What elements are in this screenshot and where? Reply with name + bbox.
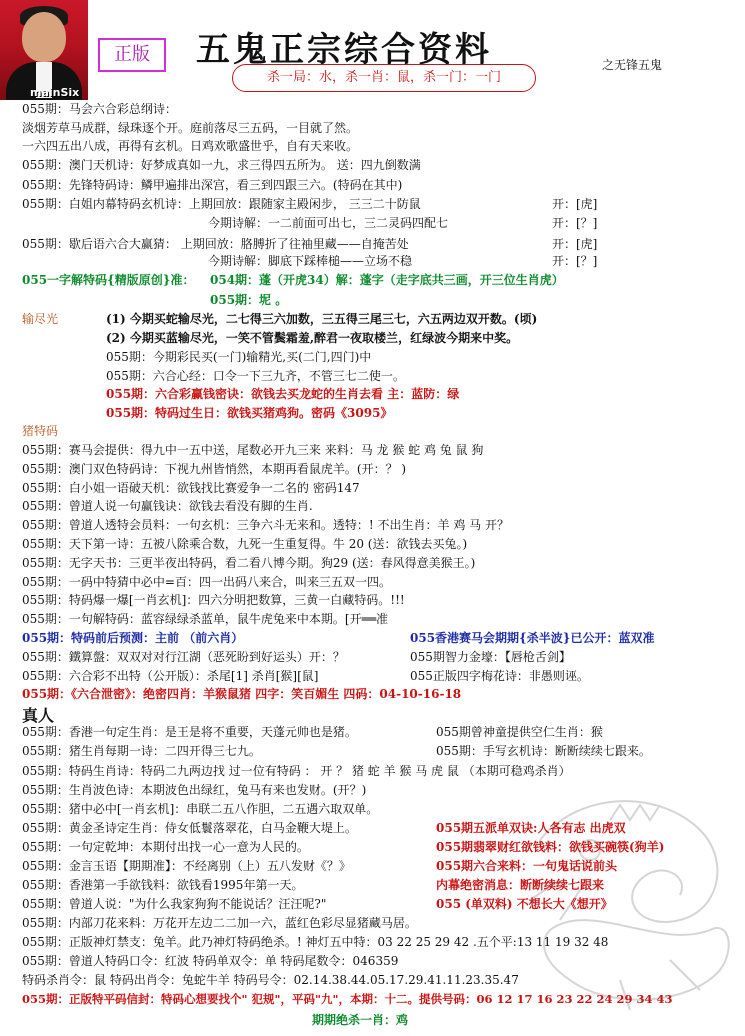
line-29-right: 055期智力金壕：【唇枪舌剑】 (410, 650, 571, 664)
line-40-right: 内幕绝密消息：断断续续七跟来 (436, 878, 605, 892)
section-zhutema: 猪特码 (22, 424, 59, 438)
line-24: 055期：无字天书：三更半夜出特码，看二看八博今期。狗29 (送：春风得意美猴王。) (22, 556, 476, 570)
line-41: 055期：曾道人说："为什么我家狗狗不能说话？汪汪呢?" (22, 897, 327, 911)
author-photo (0, 0, 88, 100)
line-26: 055期：特码爆一爆[一肖玄机]：四六分明把数算，三黄一白藏特码。!!! (22, 593, 405, 607)
line-1: 055期：马会六合彩总纲诗： (22, 102, 177, 116)
line-19: 055期：澳门双色特码诗：下视九州皆悄然，本期再看鼠虎羊。(开：？ ) (22, 462, 407, 476)
line-34: 055期：特码生肖诗：特码二九两边找 过一位有特码 ： 开 ？ 猪 蛇 羊 猴 马 虎 鼠 （本期可稳鸡杀肖） (22, 764, 571, 778)
line-38: 055期：一句定乾坤：本期付出找一心一意为人民的。 (22, 840, 309, 854)
line-31: 055期：《六合泄密》：绝密四肖：羊猴鼠猪 四字：笑百媚生 四码：04-10-16-18 (22, 687, 462, 701)
line-13: (2) 今期买蓝输尽光，一笑不管鬓霜羞,醉君一夜取楼兰，红绿波今期来中奖。 (106, 331, 519, 345)
line-40: 055期：香港第一手欲钱料：欲钱看1995年第一天。 (22, 878, 304, 892)
genuine-badge: 正版 (98, 38, 166, 72)
line-46: 055期：正版特平码信封：特码心想要找个" 犯规"，平码"九"，本期：十二。提供号码：06 12 17 16 23 22 24 29 34 43 (22, 992, 673, 1006)
line-6: 055期：白姐内幕特码玄机诗：上期回放：跟随家主殿闲步， 三三二十防鼠 (22, 197, 421, 211)
photo-logo-text: mainSix (30, 86, 80, 99)
line-29: 055期：鐵算盤：双双对对行江湖（恶死盼到好运头）开：？ (22, 650, 345, 664)
line-41-right: 055 (单双料) 不想长大《想开》 (436, 897, 613, 911)
line-5: 055期：先锋特码诗：鳞甲遍排出深宫，看三到四跟三六。(特码在其中) (22, 178, 403, 192)
line-4: 055期：澳门天机诗：好梦成真如一九，求三得四五所为。 送：四九倒数满 (22, 158, 421, 172)
line-33: 055期：猪生肖每期一诗：二四开得三七九。 (22, 744, 261, 758)
line-21: 055期：曾道人说一句赢钱诀：欲钱去看没有脚的生肖. (22, 499, 313, 513)
line-39-right: 055期六合来料：一句鬼话说前头 (436, 859, 618, 873)
line-2: 淡烟芳草马成群，绿珠逐个开。庭前落尽三五码，一目就了然。 (22, 121, 359, 135)
line-25: 055期：一码中特猜中必中=百：四一出码八来合，叫来三五双一四。 (22, 575, 391, 589)
page-title: 五鬼正宗综合资料 (196, 30, 492, 70)
line-9-open: 开：[？] (552, 254, 598, 268)
line-30-right: 055正版四字梅花诗：非愚则诬。 (410, 669, 589, 683)
author-label: 之无锋五鬼 (602, 58, 663, 72)
line-14: 055期：今期彩民买(一门)输精光,买(二门,四门)中 (106, 350, 372, 364)
kill-banner: 杀一局：水，杀一肖：鼠，杀一门：一门 (232, 64, 536, 92)
line-12: (1) 今期买蛇输尽光，二七得三六加数，三五得三尾三七，六五两边双开数。(顷) (106, 312, 538, 326)
line-10-detail: 054期：蓬（开虎34）解：蓬字（走字底共三画，开三位生肖虎） (210, 273, 564, 287)
line-18: 055期：赛马会提供：得九中一五中送，尾数必开九三来 来料：马 龙 猴 蛇 鸡 兔 鼠 狗 (22, 443, 484, 457)
line-27: 055期：一句解特码：蓝容绿绿杀蓝单，鼠牛虎兔来中本期。[开══准 (22, 612, 389, 626)
line-32-right: 055期曾神童提供空仁生肖：猴 (436, 725, 603, 739)
line-47: 期期绝杀一肖：鸡 (312, 1013, 409, 1027)
line-38-right: 055期翡翠财红欲钱料：欲钱买碗筷(狗羊) (436, 840, 665, 854)
line-11: 055期：坭 。 (210, 293, 288, 307)
line-42: 055期：内部刀花来料：万花开左边二二加一六，蓝红色彩尽显猪藏马居。 (22, 916, 417, 930)
line-37: 055期：黄金圣诗定生肖：侍女低鬟落翠花，白马金鞭大堤上。 (22, 821, 357, 835)
line-15: 055期：六合心经：口令一下三九齐，不管三七二使一。 (106, 369, 405, 383)
line-30: 055期：六合彩不出特（公开版）：杀尾[1] 杀肖[猴][鼠] (22, 669, 319, 683)
line-22: 055期：曾道人透特会员料：一句玄机：三争六斗无来和。透特：! 不出生肖：羊 鸡 马 开？ (22, 518, 509, 532)
face-shape (22, 12, 66, 62)
line-28: 055期：特码前后预测：主前 （前六肖） (22, 631, 244, 645)
line-33-right: 055期：手写玄机诗：断断续续七跟来。 (436, 744, 651, 758)
line-9: 今期诗解：脚底下踩棒槌——立场不稳 (208, 254, 413, 268)
section-shujinguang: 输尽光 (22, 312, 59, 326)
line-28-right: 055香港赛马会期期{杀半波}已公开：蓝双准 (410, 631, 655, 645)
line-36: 055期：猪中必中[一肖玄机]：串联二五八作胆，二五遇六取双单。 (22, 802, 379, 816)
line-8-open: 开：[虎] (552, 237, 598, 251)
line-35: 055期：生肖波色诗：本期波色出绿红，兔马有来也发财。(开？) (22, 783, 367, 797)
line-7-open: 开：[？] (552, 216, 598, 230)
line-45: 特码杀肖令：鼠 特码出肖令：兔蛇牛羊 特码号令：02.14.38.44.05.17.29.41.11.23.35.47 (22, 973, 519, 987)
line-43: 055期：正版神灯禁支：兔羊。此乃神灯特码绝杀。! 神灯五中特：03 22 25 29 42 .五个平:13 11 19 32 48 (22, 935, 609, 949)
line-23: 055期：天下第一诗：五被八除乘合数，九死一生重复得。牛 20 (送：欲钱去买兔。) (22, 537, 468, 551)
line-16: 055期：六合彩赢钱密诀：欲钱去买龙蛇的生肖去看 主：蓝防：绿 (106, 387, 460, 401)
line-44: 055期：曾道人特码口令：红波 特码单双令：单 特码尾数令：046359 (22, 954, 399, 968)
line-3: 一六四五出八成，再得有玄机。日鸡欢歌盛世乎，自有天来收。 (22, 139, 359, 153)
line-39: 055期：金言玉语【期期准】：不经离别（上）五八发财《？》 (22, 859, 351, 873)
line-7: 今期诗解：一二前面可出七，三二灵码四配七 (208, 216, 449, 230)
line-37-right: 055期五派单双诀:人各有志 出虎双 (436, 821, 626, 835)
line-20: 055期：白小姐一语破天机：欲钱找比赛爱争一二名的 密码147 (22, 481, 360, 495)
line-8: 055期：歇后语六合大赢猜： 上期回放：胳膊折了往袖里藏——自掩苦处 (22, 237, 409, 251)
line-10: 055一字解特码{精版原创}准： (22, 273, 195, 287)
line-17: 055期：特码过生日：欲钱买猪鸡狗。密码《3095》 (106, 406, 393, 420)
section-zhenren: 真人 (22, 706, 55, 725)
line-6-open: 开：[虎] (552, 197, 598, 211)
line-32: 055期：香港一句定生肖：是王是将不重要，天蓬元帅也是猪。 (22, 725, 357, 739)
